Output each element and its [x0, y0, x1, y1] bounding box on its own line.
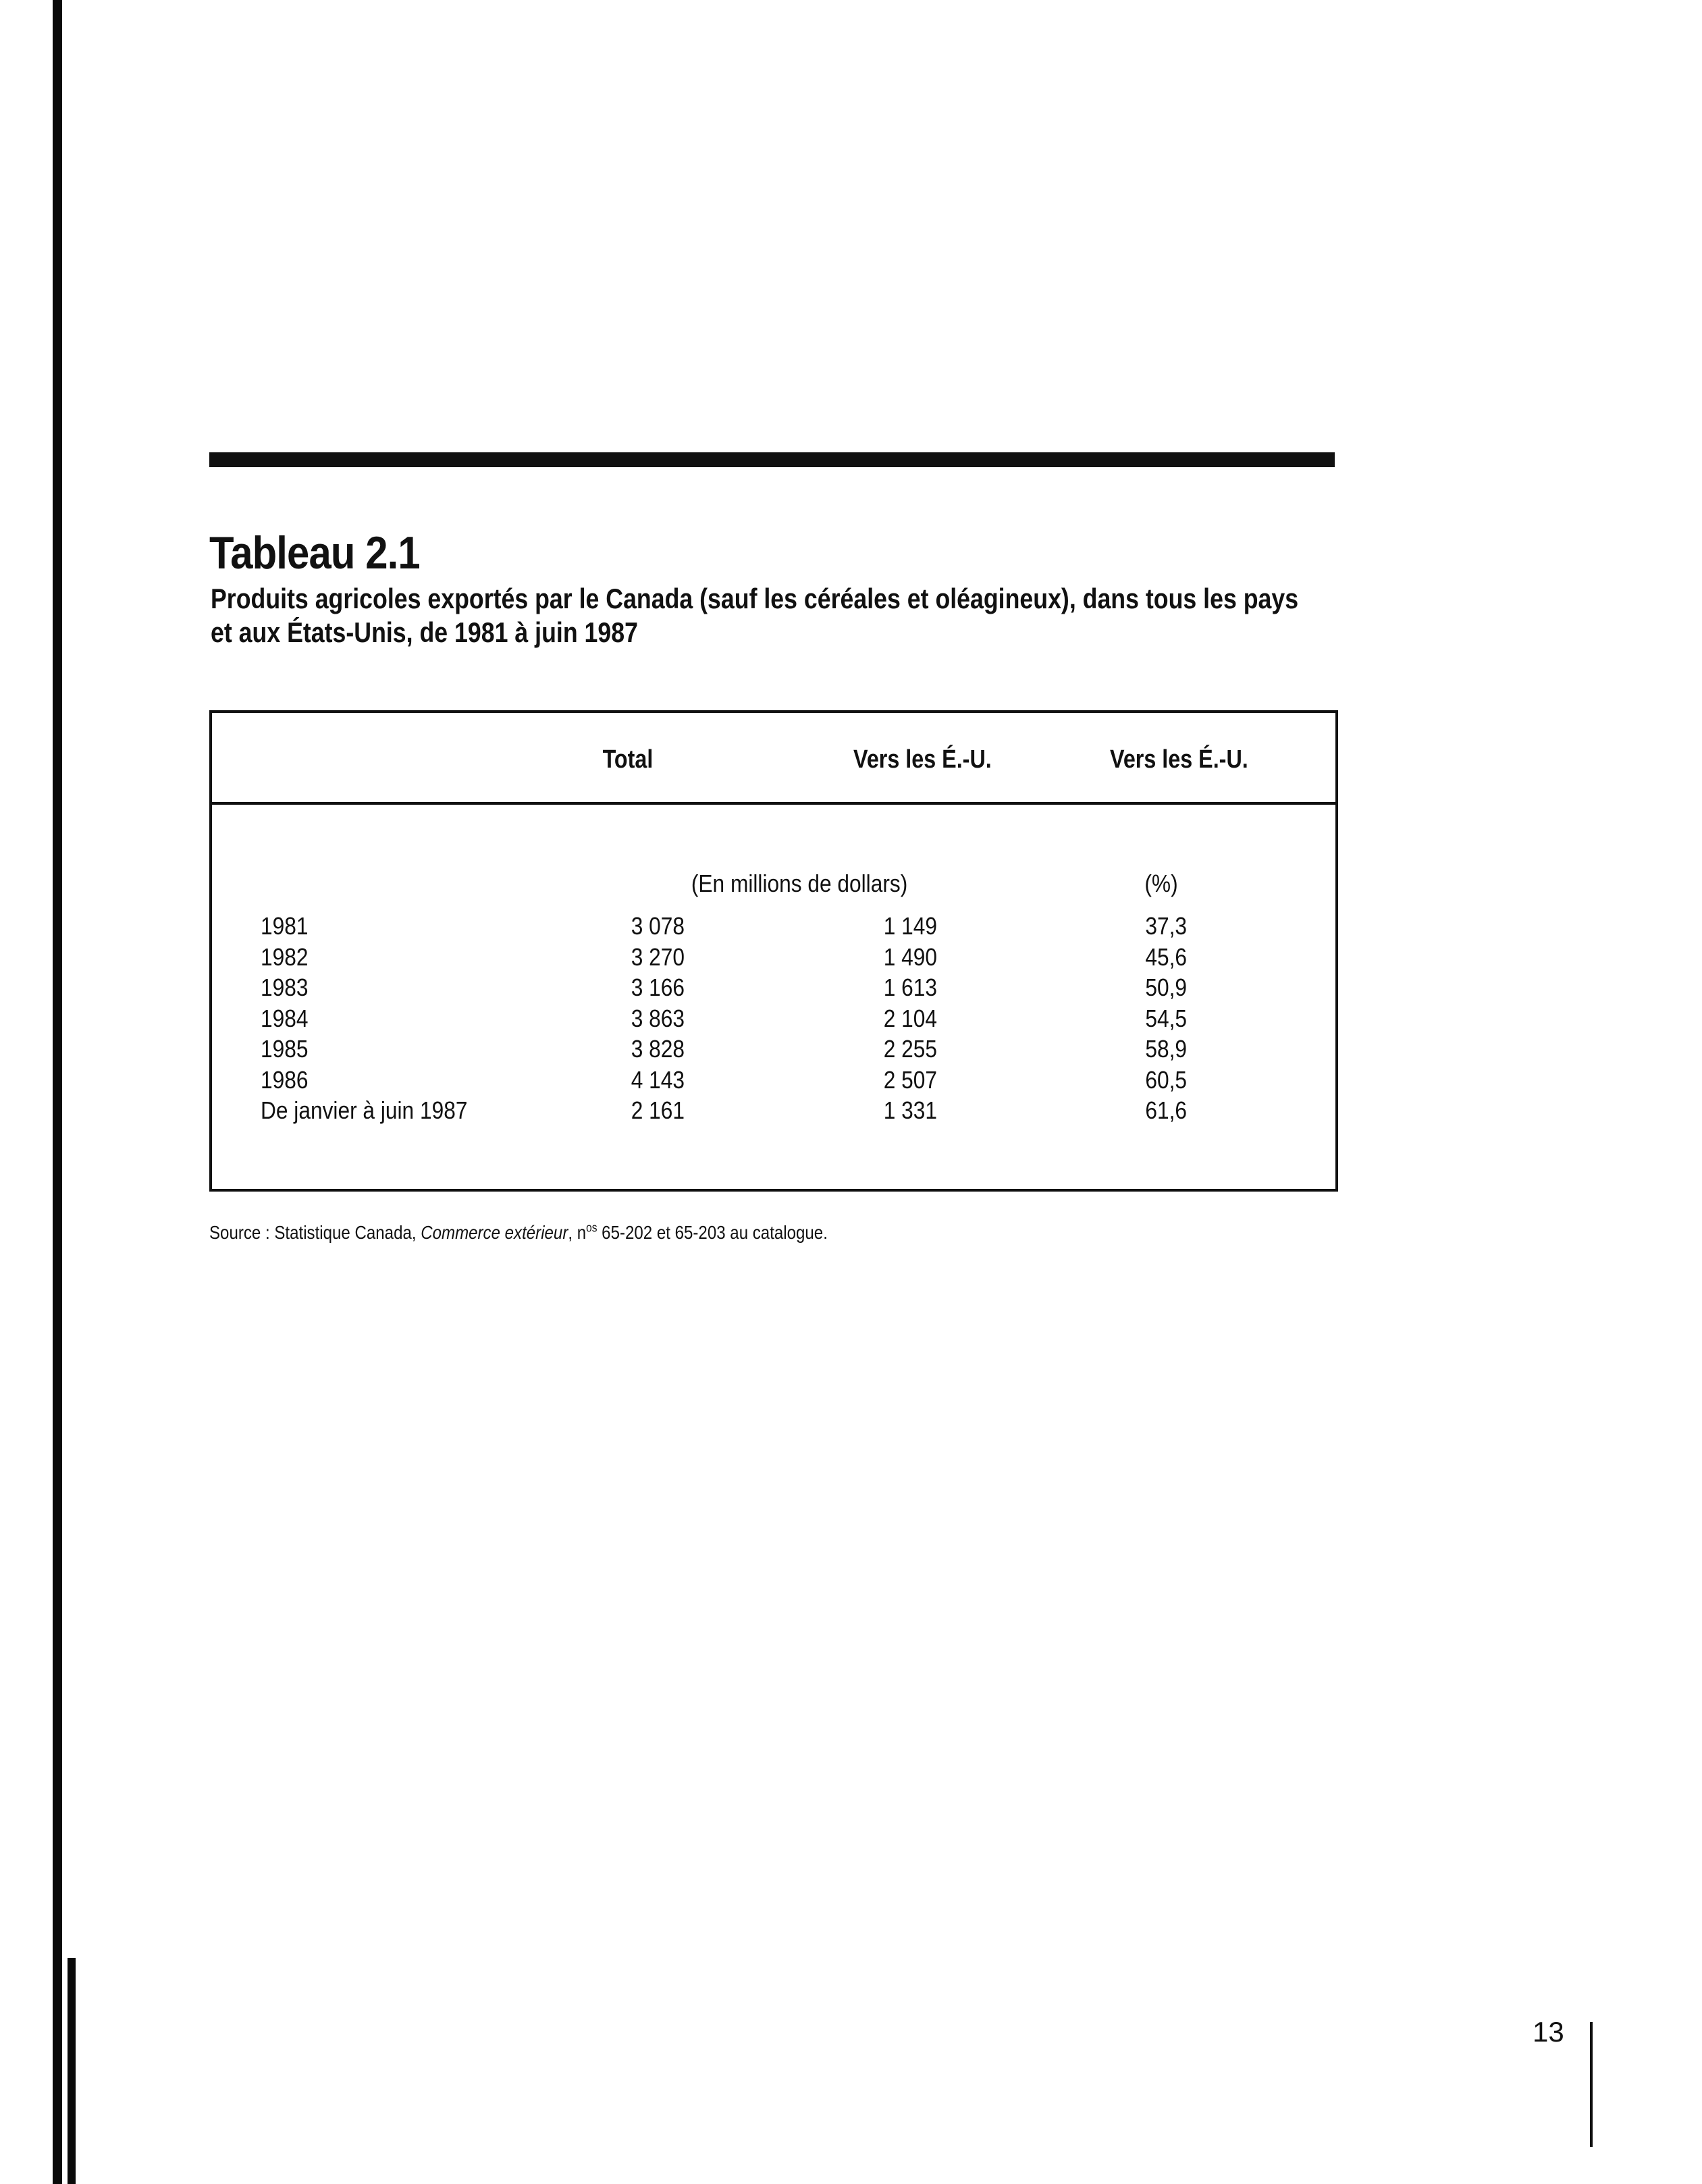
row-label: 1984: [261, 1004, 309, 1032]
table-row: [212, 1034, 1335, 1065]
cell-us-value: 1 490: [883, 942, 937, 971]
row-label: 1983: [261, 974, 309, 1001]
cell-us-value: 1 613: [883, 974, 937, 1001]
cell-total: 4 143: [631, 1065, 685, 1094]
source-note: [209, 1222, 828, 1244]
row-label: 1981: [261, 912, 309, 940]
table-subtitle: Produits agricoles exportés par le Canada (sauf les céréales et oléagineux), dans tous les pays et aux États-Unis, de 1981 à juin 1987: [211, 583, 1299, 648]
data-table: [209, 710, 1338, 1192]
column-header-total: Total: [602, 745, 654, 774]
page-number: 13: [1533, 2016, 1564, 2048]
cell-total: 3 863: [631, 1004, 685, 1032]
binding-edge: [53, 0, 62, 2184]
cell-us-percent: 58,9: [1145, 1035, 1187, 1063]
cell-total: 2 161: [631, 1096, 685, 1124]
header-rule: [209, 452, 1335, 467]
table-row: [212, 973, 1335, 1004]
table-row: [212, 942, 1335, 974]
cell-us-value: 2 255: [883, 1035, 937, 1063]
source-prefix: Source : Statistique Canada,: [209, 1222, 421, 1243]
source-publication: Commerce extérieur: [421, 1222, 568, 1243]
table-row: [212, 1065, 1335, 1096]
cell-us-value: 1 149: [883, 912, 937, 940]
cell-us-value: 2 507: [883, 1065, 937, 1094]
unit-label-percent: (%): [1144, 870, 1178, 897]
table-row: [212, 911, 1335, 942]
table-body: [212, 911, 1335, 1127]
column-header-us-percent: Vers les É.-U.: [1110, 745, 1248, 774]
unit-label-money: (En millions de dollars): [691, 870, 908, 897]
cell-us-value: 1 331: [883, 1096, 937, 1124]
row-label: 1985: [261, 1035, 309, 1063]
cell-total: 3 078: [631, 912, 685, 940]
cell-us-percent: 60,5: [1145, 1065, 1187, 1094]
cell-total: 3 270: [631, 942, 685, 971]
table-row: [212, 1004, 1335, 1035]
cell-total: 3 828: [631, 1035, 685, 1063]
source-number-superscript: os: [586, 1221, 597, 1235]
cell-us-percent: 37,3: [1145, 912, 1187, 940]
table-title: Tableau 2.1: [209, 527, 420, 579]
table-row: [212, 1096, 1335, 1127]
row-label: De janvier à juin 1987: [261, 1096, 468, 1124]
binding-edge-lower: [68, 1958, 76, 2184]
page-number-rule: [1590, 2022, 1593, 2147]
cell-total: 3 166: [631, 974, 685, 1001]
source-number-abbrev: , n: [568, 1222, 587, 1243]
cell-us-percent: 61,6: [1145, 1096, 1187, 1124]
row-label: 1986: [261, 1065, 309, 1094]
cell-us-percent: 50,9: [1145, 974, 1187, 1001]
source-suffix: 65-202 et 65-203 au catalogue.: [597, 1222, 828, 1243]
cell-us-percent: 54,5: [1145, 1004, 1187, 1032]
cell-us-percent: 45,6: [1145, 942, 1187, 971]
row-label: 1982: [261, 942, 309, 971]
table-header-row: [212, 713, 1335, 805]
column-header-us-value: Vers les É.-U.: [853, 745, 992, 774]
cell-us-value: 2 104: [883, 1004, 937, 1032]
